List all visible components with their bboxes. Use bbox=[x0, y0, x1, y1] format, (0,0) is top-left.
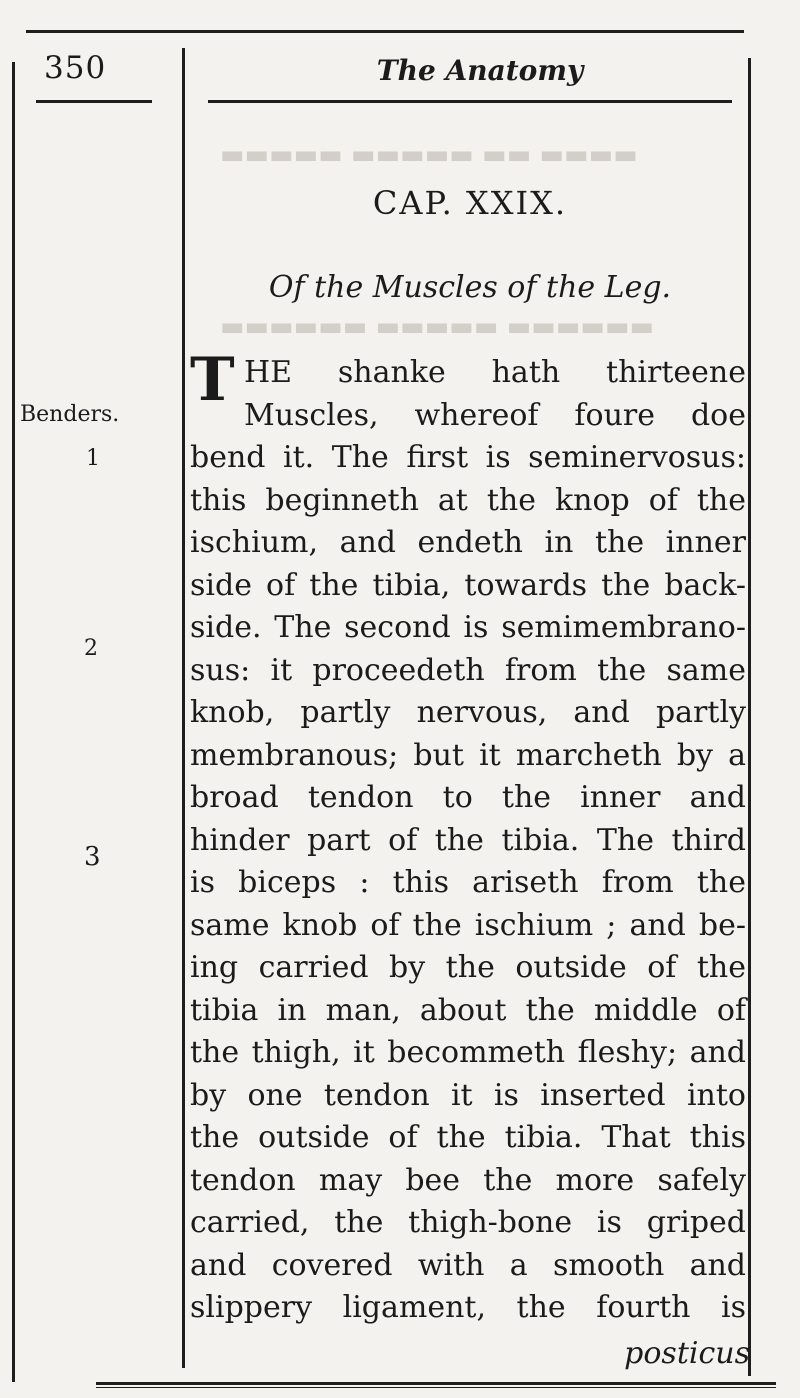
header-underline bbox=[208, 100, 732, 103]
text-line: broad tendon to the inner and bbox=[190, 780, 746, 815]
right-frame-rule bbox=[748, 58, 751, 1376]
bleed-through-texture: ▬▬▬▬ ▬▬ ▬▬▬▬▬ ▬▬▬▬▬ bbox=[220, 140, 638, 170]
text-line: membranous; but it marcheth by a bbox=[190, 737, 746, 773]
top-frame-rule bbox=[26, 30, 744, 33]
chapter-heading: CAP. XXIX. bbox=[372, 184, 568, 222]
text-line: this beginneth at the knop of the bbox=[190, 482, 746, 518]
text-line: ischium, and endeth in the inner bbox=[190, 525, 746, 560]
text-line: hinder part of the tibia. The third bbox=[190, 822, 746, 858]
chapter-title: Of the Muscles of the Leg. bbox=[268, 270, 672, 305]
text-line: by one tendon it is inserted into bbox=[190, 1077, 746, 1113]
text-line: sus: it proceedeth from the same bbox=[190, 652, 746, 688]
bleed-through-texture: ▬▬▬▬▬▬ ▬▬▬▬▬ ▬▬▬▬▬▬ bbox=[220, 312, 655, 342]
drop-cap: T bbox=[190, 345, 235, 415]
catchword: posticus bbox=[624, 1336, 750, 1371]
column-divider-rule bbox=[182, 48, 185, 1368]
text-line: tendon may bee the more safely bbox=[190, 1162, 746, 1198]
text-line: same knob of the ischium ; and be- bbox=[190, 907, 746, 943]
text-line: Muscles, whereof foure doe bbox=[244, 397, 746, 433]
body-text bbox=[190, 345, 746, 1330]
left-frame-rule bbox=[12, 62, 15, 1382]
pageno-underline bbox=[36, 100, 152, 103]
text-line: bend it. The first is seminervosus: bbox=[190, 440, 746, 475]
margin-note-3: 3 bbox=[84, 842, 101, 872]
text-line: side. The second is semimembrano- bbox=[190, 610, 746, 645]
text-line: the thigh, it becommeth fleshy; and bbox=[190, 1035, 746, 1070]
text-line: side of the tibia, towards the back- bbox=[190, 567, 746, 603]
text-line: carried, the thigh-bone is griped bbox=[190, 1205, 746, 1240]
bottom-frame-rule bbox=[96, 1382, 776, 1385]
text-line: HE shanke hath thirteene bbox=[244, 355, 746, 390]
text-line: is biceps : this ariseth from the bbox=[190, 865, 746, 900]
text-line: and covered with a smooth and bbox=[190, 1247, 746, 1283]
margin-note-1: 1 bbox=[86, 446, 100, 471]
text-line: the outside of the tibia. That this bbox=[190, 1120, 746, 1155]
bottom-frame-rule-inner bbox=[96, 1387, 776, 1388]
running-title: The Anatomy bbox=[376, 54, 584, 87]
margin-note-benders: Benders. bbox=[20, 402, 120, 427]
margin-note-2: 2 bbox=[84, 636, 98, 661]
page-number: 350 bbox=[44, 50, 107, 86]
text-line: slippery ligament, the fourth is bbox=[190, 1290, 746, 1325]
text-line: knob, partly nervous, and partly bbox=[190, 695, 746, 730]
text-line: tibia in man, about the middle of bbox=[190, 992, 746, 1028]
text-line: ing carried by the outside of the bbox=[190, 950, 746, 985]
